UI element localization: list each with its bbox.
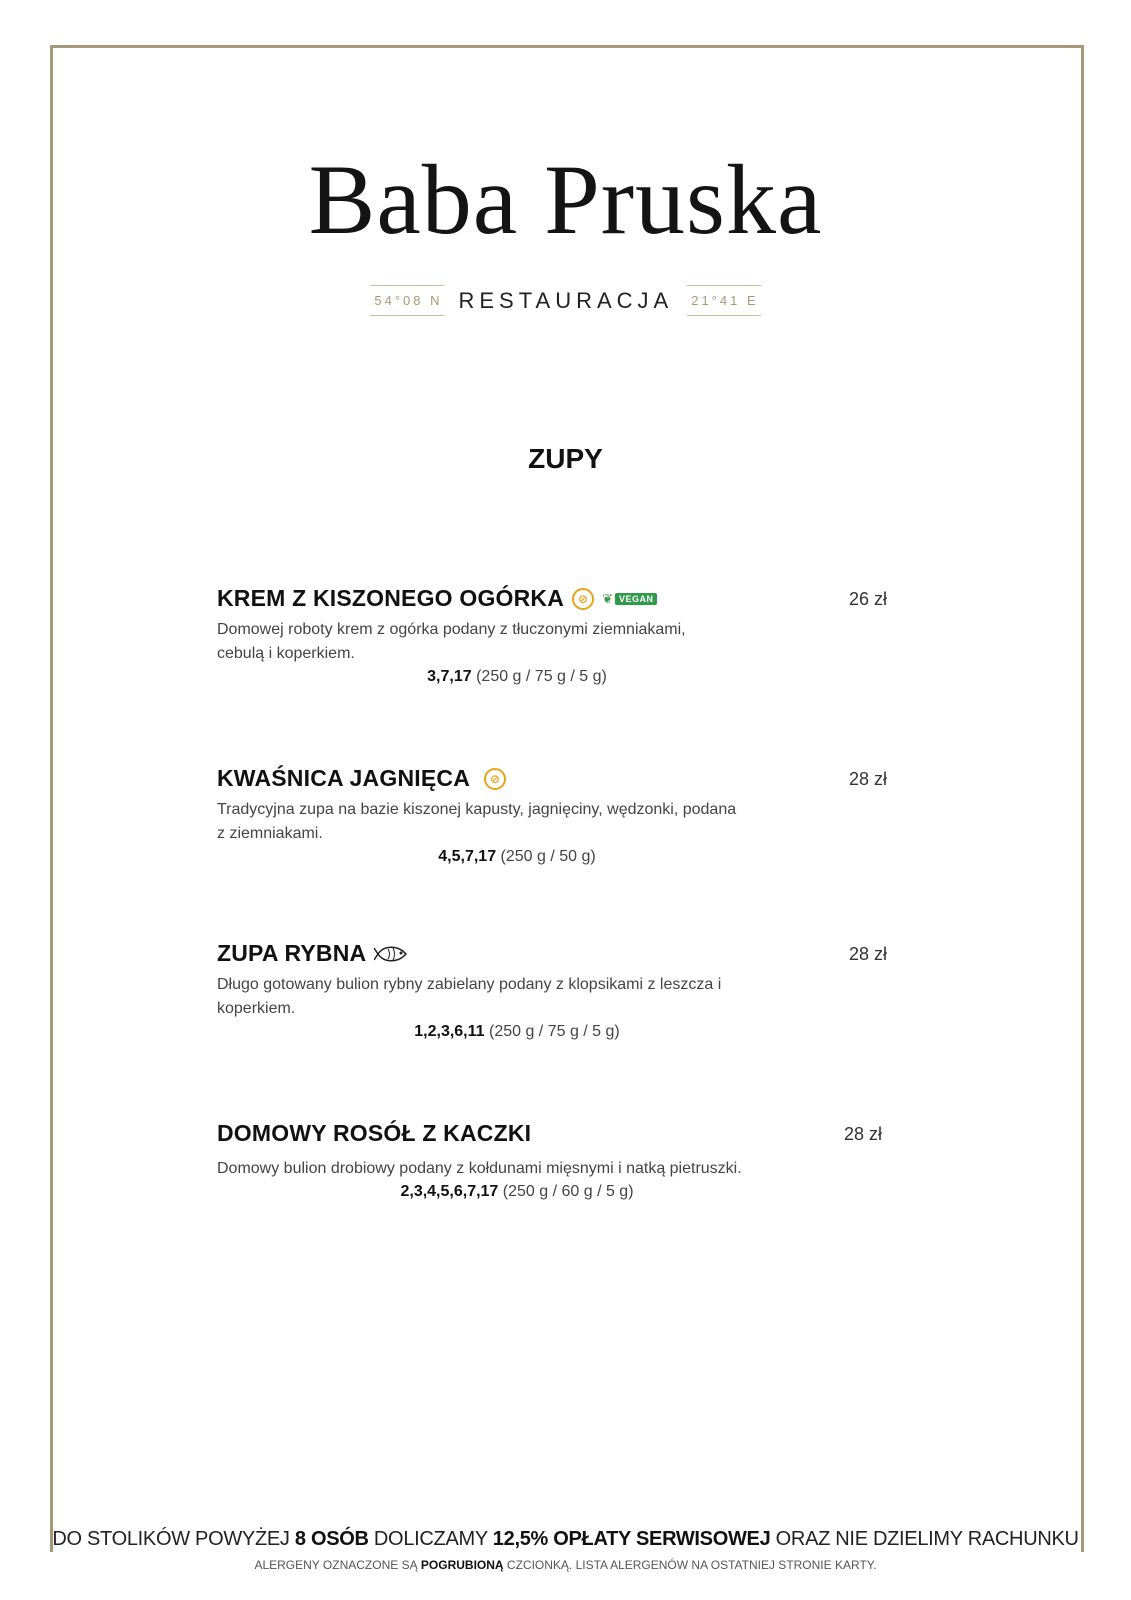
dish-item xyxy=(217,1120,887,1201)
dish-price: 26 zł xyxy=(848,589,887,609)
dish-name: KWAŚNICA JAGNIĘCA xyxy=(217,765,471,791)
dish-item xyxy=(217,940,887,1041)
dish-allergens: 3,7,17 (250 g / 75 g / 5 g) xyxy=(427,668,607,685)
dish-name: ZUPA RYBNA xyxy=(217,940,367,966)
coordinate-right: 21°41 E xyxy=(687,285,760,316)
allergen-note: ALERGENY OZNACZONE SĄ POGRUBIONĄ CZCIONKĄ. LISTA ALERGENÓW NA OSTATNIEJ STRONIE KARTY. xyxy=(254,1558,877,1572)
dish-price: 28 zł xyxy=(848,944,887,964)
dish-allergens: 2,3,4,5,6,7,17 (250 g / 60 g / 5 g) xyxy=(400,1183,634,1200)
dish-name: DOMOWY ROSÓŁ Z KACZKI xyxy=(217,1120,532,1146)
dish-price: 28 zł xyxy=(843,1124,882,1144)
dish-item xyxy=(217,765,887,866)
dish-allergens: 4,5,7,17 (250 g / 50 g) xyxy=(438,848,596,865)
dish-description: Tradycyjna zupa na bazie kiszonej kapusty, jagnięciny, wędzonki, podana z ziemniakami. xyxy=(217,801,737,842)
dish-description: Długo gotowany bulion rybny zabielany podany z klopsikami z leszcza i koperkiem. xyxy=(217,976,722,1017)
gluten-free-icon: ⊘ xyxy=(484,768,506,790)
vegan-icon: ❦ VEGAN xyxy=(602,591,657,607)
dish-price: 28 zł xyxy=(848,769,887,789)
restaurant-subtitle: RESTAURACJA xyxy=(458,287,674,313)
service-charge-note: DO STOLIKÓW POWYŻEJ 8 OSÓB DOLICZAMY 12,5% OPŁATY SERWISOWEJ ORAZ NIE DZIELIMY RACHUNKU xyxy=(52,1528,1079,1550)
section-title: ZUPY xyxy=(528,443,603,474)
coordinate-left: 54°08 N xyxy=(370,285,444,316)
dish-item xyxy=(217,585,887,686)
restaurant-logo: Baba Pruska xyxy=(308,144,823,255)
gluten-free-icon: ⊘ xyxy=(572,588,594,610)
dish-allergens: 1,2,3,6,11 (250 g / 75 g / 5 g) xyxy=(414,1023,620,1040)
dish-description: Domowej roboty krem z ogórka podany z tłuczonymi ziemniakami, cebulą i koperkiem. xyxy=(217,621,686,662)
fish-icon xyxy=(374,943,410,965)
dish-description: Domowy bulion drobiowy podany z kołdunami mięsnymi i natką pietruszki. xyxy=(217,1160,742,1177)
logo-subline xyxy=(0,285,1131,316)
dish-name: KREM Z KISZONEGO OGÓRKA xyxy=(217,585,565,611)
